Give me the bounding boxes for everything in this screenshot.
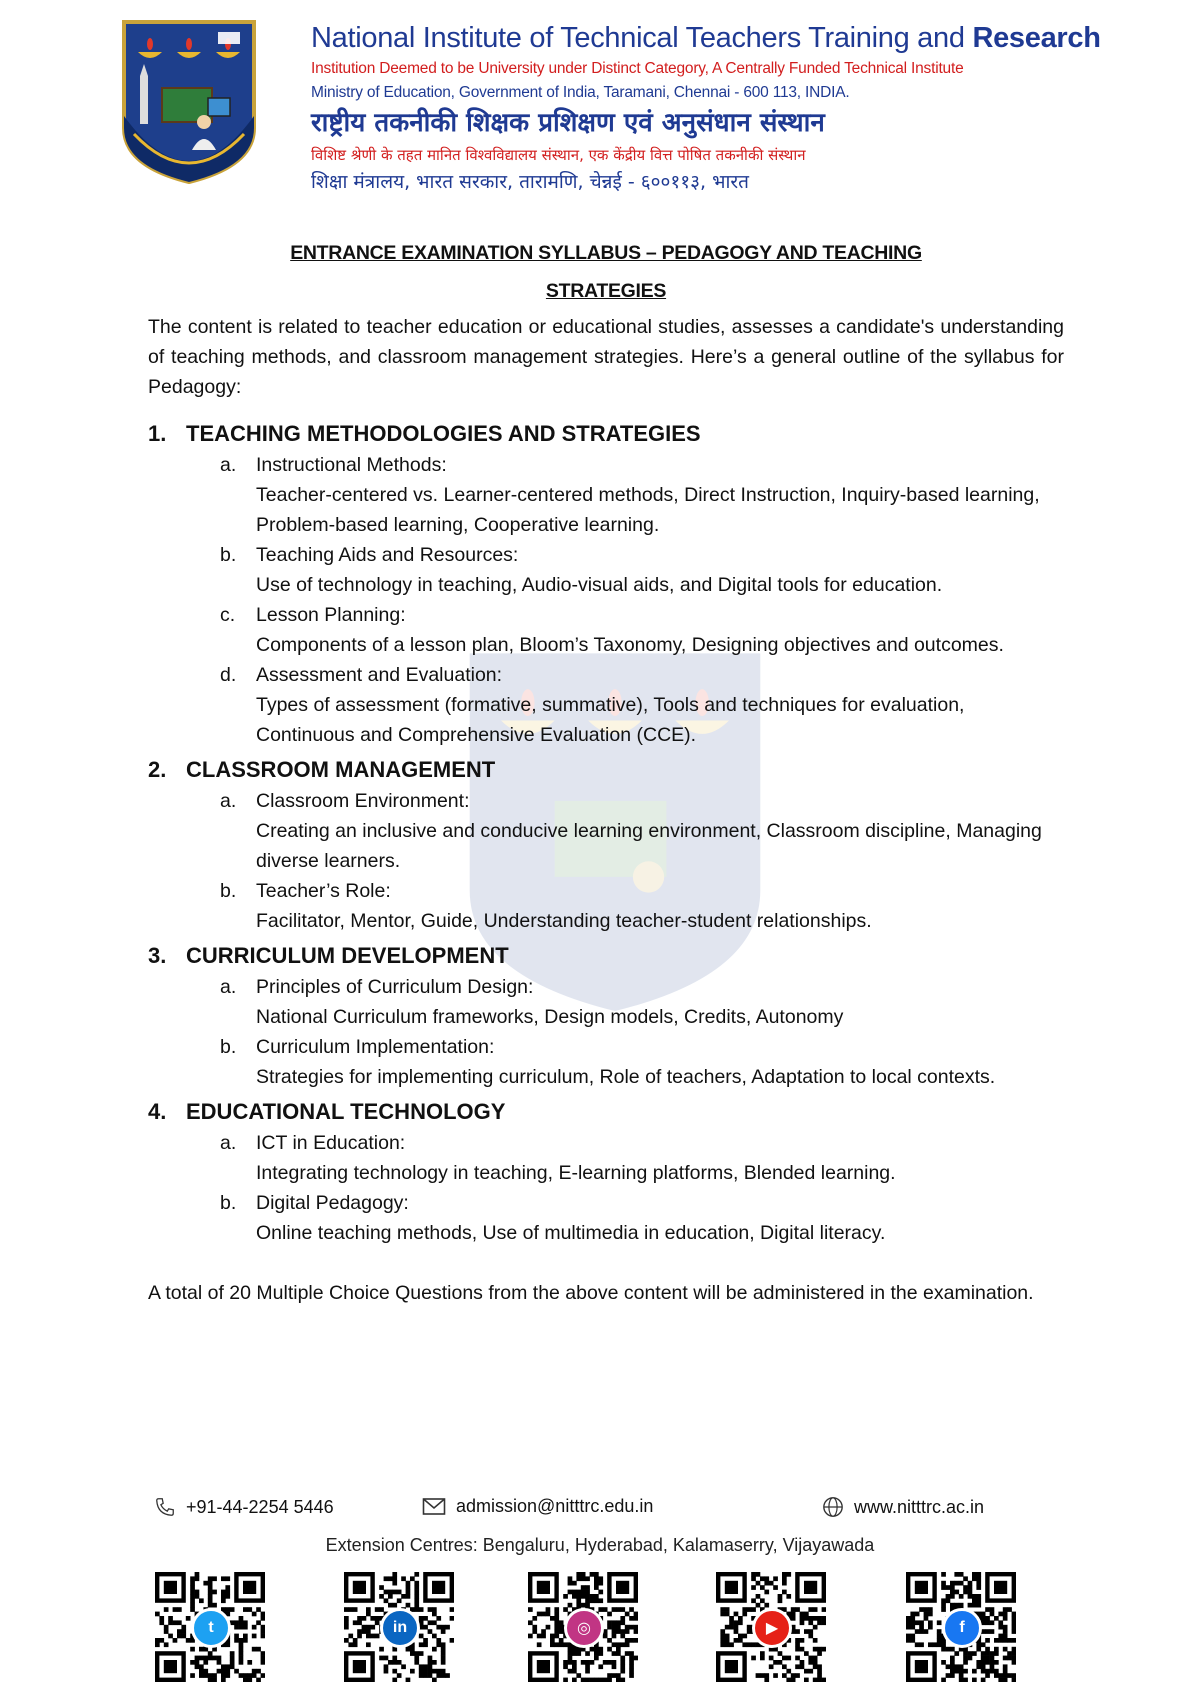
section-heading: CLASSROOM MANAGEMENT [186,757,496,782]
email-contact[interactable] [422,1496,653,1517]
section-curriculum-development: 3. CURRICULUM DEVELOPMENT a. Principles of Curriculum Design: National Curriculum frameworks, Design models, Credits, Autonomy b. Curriculum Implementation: Strategies for implementing curriculum, Role of teachers, Adaptation to local contexts. [148,940,1064,1092]
institute-deemed-hindi: विशिष्ट श्रेणी के तहत मानित विश्वविद्यालय संस्थान, एक केंद्रीय वित्त पोषित तकनीकी संस्थान [311,146,806,164]
institute-name: National Institute of Technical Teachers Training and Research [311,22,1101,54]
institute-name-hindi: राष्ट्रीय तकनीकी शिक्षक प्रशिक्षण एवं अनुसंधान संस्थान [311,108,825,138]
globe-icon [822,1496,844,1518]
email-address: admission@nitttrc.edu.in [456,1496,654,1516]
twitter-icon: t [191,1608,231,1648]
phone-icon [154,1496,176,1518]
mail-icon [422,1497,446,1517]
linkedin-icon: in [380,1608,420,1648]
instagram-icon: ◎ [564,1608,604,1648]
list-item: c. Lesson Planning: Components of a lesson plan, Bloom’s Taxonomy, Designing objectives and outcomes. [220,604,1004,656]
closing-paragraph: A total of 20 Multiple Choice Questions from the above content will be administered in the examination. [148,1282,1034,1304]
website-contact[interactable] [822,1496,984,1518]
institute-ministry-line: Ministry of Education, Government of India, Taramani, Chennai - 600 113, INDIA. [311,84,850,101]
section-heading: EDUCATIONAL TECHNOLOGY [186,1099,506,1124]
phone-number: +91-44-2254 5446 [186,1496,334,1517]
section-teaching-methodologies: 1. TEACHING METHODOLOGIES AND STRATEGIES a. Instructional Methods: Teacher-centered vs. Learner-centered methods, Direct Instruction, Inquiry-based learning, Problem-based learning, Cooperative learning. b. Teaching Aids and Resources: Use of technology in teaching, Audio-visual aids, and Digital tools for education. c. Lesson Planning: Components of a lesson plan, Bloom’s Taxonomy, Designing objectives and outcomes. d. Assessment and Evaluation: Types of assessment (formative, summative), Tools and techniques for evaluation, Continuous and Comprehensive Evaluation (CCE). [148,418,1064,750]
youtube-icon: ▶ [752,1608,792,1648]
list-item: a. Principles of Curriculum Design: National Curriculum frameworks, Design models, Credits, Autonomy [220,976,844,1028]
phone-contact[interactable] [154,1496,334,1518]
list-item: b. Teacher’s Role: Facilitator, Mentor, Guide, Understanding teacher-student relationships. [220,880,872,932]
list-item: a. Classroom Environment: Creating an inclusive and conducive learning environment, Classroom discipline, Managing diverse learners. [220,790,1042,872]
section-heading: CURRICULUM DEVELOPMENT [186,943,509,968]
document-title: ENTRANCE EXAMINATION SYLLABUS – PEDAGOGY AND TEACHING STRATEGIES [290,242,922,302]
list-item: d. Assessment and Evaluation: Types of assessment (formative, summative), Tools and techniques for evaluation, Continuous and Comprehensive Evaluation (CCE). [220,664,965,746]
institute-logo [104,16,274,186]
list-item: a. ICT in Education: Integrating technology in teaching, E-learning platforms, Blended learning. [220,1132,896,1184]
institute-ministry-hindi: शिक्षा मंत्रालय, भारत सरकार, तारामणि, चेन्नई - ६००११३, भारत [311,171,750,193]
section-educational-technology: 4. EDUCATIONAL TECHNOLOGY a. ICT in Education: Integrating technology in teaching, E-learning platforms, Blended learning. b. Digital Pedagogy: Online teaching methods, Use of multimedia in education, Digital literacy. [148,1096,1064,1248]
institute-header [311,20,1111,196]
list-item: b. Digital Pedagogy: Online teaching methods, Use of multimedia in education, Digital literacy. [220,1192,886,1244]
list-item: a. Instructional Methods: Teacher-centered vs. Learner-centered methods, Direct Instruction, Inquiry-based learning, Problem-based learning, Cooperative learning. [220,454,1040,536]
intro-paragraph: The content is related to teacher education or educational studies, assesses a candidate's understanding of teaching methods, and classroom management strategies. Here’s a general outline of the syllabus for Pedagogy: [148,316,1064,398]
syllabus-document [148,234,1064,1308]
facebook-icon: f [942,1608,982,1648]
list-item: b. Teaching Aids and Resources: Use of technology in teaching, Audio-visual aids, and Digital tools for education. [220,544,943,596]
website-url: www.nitttrc.ac.in [854,1496,985,1517]
institute-deemed-line: Institution Deemed to be University under Distinct Category, A Centrally Funded Technical Institute [311,60,964,77]
section-heading: TEACHING METHODOLOGIES AND STRATEGIES [186,421,701,446]
contact-bar [150,1496,1010,1526]
section-classroom-management: 2. CLASSROOM MANAGEMENT a. Classroom Environment: Creating an inclusive and conducive learning environment, Classroom discipline, Managing diverse learners. b. Teacher’s Role: Facilitator, Mentor, Guide, Understanding teacher-student relationships. [148,754,1064,936]
extension-centres: Extension Centres: Bengaluru, Hyderabad, Kalamaserry, Vijayawada [325,1535,875,1555]
list-item: b. Curriculum Implementation: Strategies for implementing curriculum, Role of teachers, Adaptation to local contexts. [220,1036,996,1088]
